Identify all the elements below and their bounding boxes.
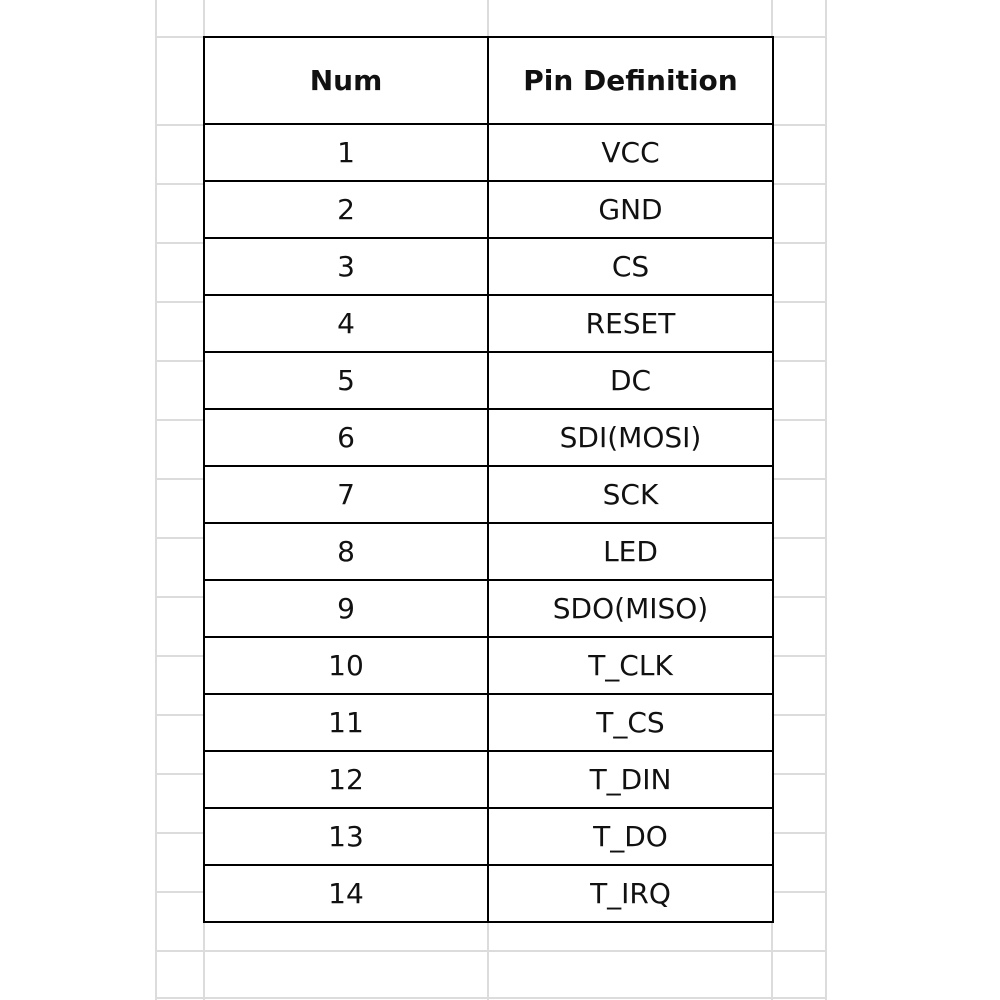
- table-row: [204, 466, 773, 523]
- pin-definition-cell[interactable]: LED: [488, 523, 773, 580]
- table-row: [204, 124, 773, 181]
- table-row: [204, 352, 773, 409]
- pin-number-cell[interactable]: 10: [204, 637, 488, 694]
- table-row: [204, 238, 773, 295]
- pin-definition-cell[interactable]: SDO(MISO): [488, 580, 773, 637]
- pin-number-cell[interactable]: 13: [204, 808, 488, 865]
- pin-definition-cell[interactable]: CS: [488, 238, 773, 295]
- pin-definition-cell[interactable]: RESET: [488, 295, 773, 352]
- sheet-gridline-horizontal: [155, 950, 827, 952]
- table-row: [204, 409, 773, 466]
- pin-definition-cell[interactable]: SCK: [488, 466, 773, 523]
- pin-definition-cell[interactable]: T_DO: [488, 808, 773, 865]
- column-header-num[interactable]: Num: [204, 37, 488, 124]
- pin-definition-cell[interactable]: T_DIN: [488, 751, 773, 808]
- pin-number-cell[interactable]: 3: [204, 238, 488, 295]
- pin-definition-cell[interactable]: T_IRQ: [488, 865, 773, 922]
- sheet-gridline-vertical: [825, 0, 827, 1000]
- table-row: [204, 637, 773, 694]
- column-header-pin-definition[interactable]: Pin Definition: [488, 37, 773, 124]
- pin-definition-cell[interactable]: VCC: [488, 124, 773, 181]
- pin-number-cell[interactable]: 9: [204, 580, 488, 637]
- pin-number-cell[interactable]: 7: [204, 466, 488, 523]
- pin-definition-cell[interactable]: T_CS: [488, 694, 773, 751]
- pin-definition-cell[interactable]: GND: [488, 181, 773, 238]
- table-row: [204, 751, 773, 808]
- pin-number-cell[interactable]: 8: [204, 523, 488, 580]
- table-row: [204, 865, 773, 922]
- pin-number-cell[interactable]: 5: [204, 352, 488, 409]
- table-header-row: [204, 37, 773, 124]
- table-row: [204, 523, 773, 580]
- pin-definition-cell[interactable]: DC: [488, 352, 773, 409]
- sheet-gridline-horizontal: [155, 997, 827, 999]
- pin-number-cell[interactable]: 1: [204, 124, 488, 181]
- pin-number-cell[interactable]: 11: [204, 694, 488, 751]
- pin-definition-cell[interactable]: SDI(MOSI): [488, 409, 773, 466]
- pin-number-cell[interactable]: 6: [204, 409, 488, 466]
- pin-definition-cell[interactable]: T_CLK: [488, 637, 773, 694]
- pin-number-cell[interactable]: 12: [204, 751, 488, 808]
- table-row: [204, 295, 773, 352]
- pin-definition-table: [203, 36, 774, 923]
- pin-number-cell[interactable]: 14: [204, 865, 488, 922]
- pin-number-cell[interactable]: 2: [204, 181, 488, 238]
- table-row: [204, 808, 773, 865]
- table-row: [204, 181, 773, 238]
- sheet-gridline-vertical: [155, 0, 157, 1000]
- table-row: [204, 580, 773, 637]
- table-row: [204, 694, 773, 751]
- pin-number-cell[interactable]: 4: [204, 295, 488, 352]
